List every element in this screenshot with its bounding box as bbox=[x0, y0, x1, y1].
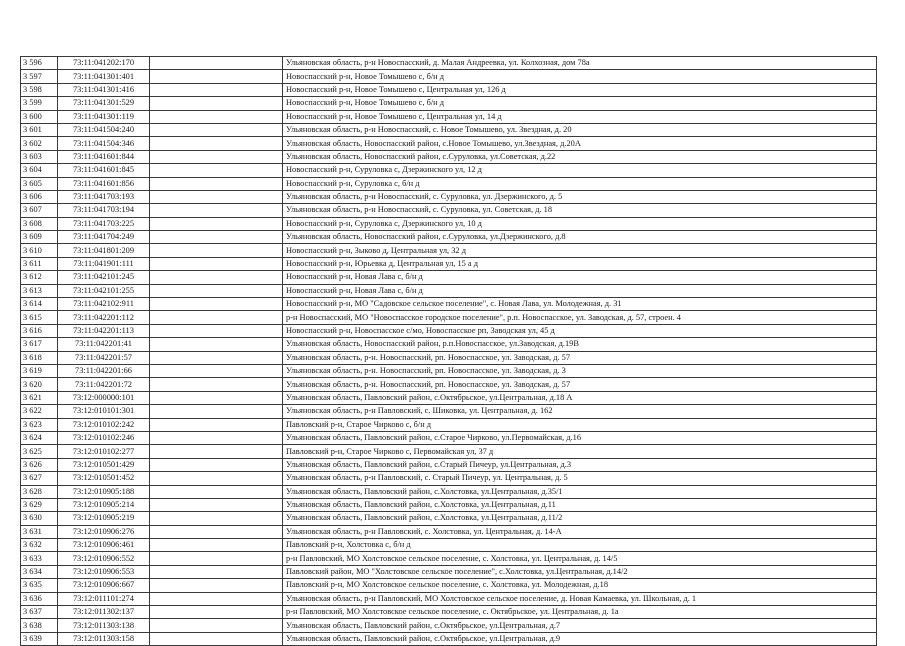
table-row bbox=[21, 217, 877, 230]
address-cell: Ульяновская область, р-н Павловский, с. Шиковка, ул. Центральная, д. 162 bbox=[283, 405, 877, 418]
address-cell: Новоспасский р-н, Юрьевка д, Центральная ул, 15 а д bbox=[283, 257, 877, 270]
cadastral-number-cell: 73:11:042102:911 bbox=[58, 298, 150, 311]
row-number-cell: 3 608 bbox=[21, 217, 58, 230]
row-number-cell: 3 613 bbox=[21, 284, 58, 297]
table-row bbox=[21, 445, 877, 458]
cadastral-number-cell: 73:12:011303:158 bbox=[58, 632, 150, 645]
row-number-cell: 3 625 bbox=[21, 445, 58, 458]
address-cell: Ульяновская область, р-н Новоспасский, д. Малая Андреевка, ул. Колхозная, дом 78а bbox=[283, 57, 877, 70]
table-row bbox=[21, 190, 877, 203]
blank-cell bbox=[150, 83, 283, 96]
address-cell: Ульяновская область, Павловский район, с.Старый Пичеур, ул.Центральная, д.3 bbox=[283, 458, 877, 471]
cadastral-number-cell: 73:11:042201:57 bbox=[58, 351, 150, 364]
table-row bbox=[21, 257, 877, 270]
address-cell: Ульяновская область, р-н Павловский, с. Старый Пичеур, ул. Центральная, д. 5 bbox=[283, 472, 877, 485]
cadastral-number-cell: 73:12:010102:277 bbox=[58, 445, 150, 458]
table-row bbox=[21, 485, 877, 498]
blank-cell bbox=[150, 472, 283, 485]
row-number-cell: 3 634 bbox=[21, 565, 58, 578]
row-number-cell: 3 617 bbox=[21, 338, 58, 351]
blank-cell bbox=[150, 204, 283, 217]
cadastral-number-cell: 73:12:011303:138 bbox=[58, 619, 150, 632]
cadastral-number-cell: 73:11:041504:240 bbox=[58, 123, 150, 136]
row-number-cell: 3 623 bbox=[21, 418, 58, 431]
cadastral-number-cell: 73:11:041703:193 bbox=[58, 190, 150, 203]
cadastral-number-cell: 73:12:011101:274 bbox=[58, 592, 150, 605]
table-row bbox=[21, 592, 877, 605]
table-row bbox=[21, 271, 877, 284]
address-cell: Ульяновская область, р-н Павловский, с. Холстовка, ул. Центральная, д. 14-А bbox=[283, 525, 877, 538]
address-cell: Ульяновская область, Павловский район, с.Октябрьское, ул.Центральная, д.9 bbox=[283, 632, 877, 645]
table-row bbox=[21, 83, 877, 96]
blank-cell bbox=[150, 231, 283, 244]
table-row bbox=[21, 431, 877, 444]
address-cell: Новоспасский р-н, Суруловка с, Дзержинского ул, 12 д bbox=[283, 164, 877, 177]
table-row bbox=[21, 472, 877, 485]
cadastral-number-cell: 73:12:010906:552 bbox=[58, 552, 150, 565]
row-number-cell: 3 606 bbox=[21, 190, 58, 203]
cadastral-number-cell: 73:11:042101:255 bbox=[58, 284, 150, 297]
address-cell: Новоспасский р-н, Новоспасское с/мо, Новоспасское рп, Заводская ул, 45 д bbox=[283, 324, 877, 337]
blank-cell bbox=[150, 378, 283, 391]
blank-cell bbox=[150, 364, 283, 377]
address-cell: Ульяновская область, Павловский район, с.Холстовка, ул.Центральная, д.11/2 bbox=[283, 512, 877, 525]
cadastral-number-cell: 73:11:041301:529 bbox=[58, 97, 150, 110]
address-cell: Павловский р-н, Старое Чирково с, б/н д bbox=[283, 418, 877, 431]
row-number-cell: 3 610 bbox=[21, 244, 58, 257]
cadastral-number-cell: 73:11:042201:112 bbox=[58, 311, 150, 324]
blank-cell bbox=[150, 338, 283, 351]
cadastral-number-cell: 73:12:010102:242 bbox=[58, 418, 150, 431]
cadastral-number-cell: 73:12:010906:276 bbox=[58, 525, 150, 538]
address-cell: Ульяновская область, р-н. Новоспасский, рп. Новоспасское, ул. Заводская, д. 57 bbox=[283, 351, 877, 364]
row-number-cell: 3 603 bbox=[21, 150, 58, 163]
table-row bbox=[21, 70, 877, 83]
table-row bbox=[21, 458, 877, 471]
row-number-cell: 3 631 bbox=[21, 525, 58, 538]
table-row bbox=[21, 579, 877, 592]
address-cell: Новоспасский р-н, МО "Садовское сельское поселение", с. Новая Лава, ул. Молодежная, д. 31 bbox=[283, 298, 877, 311]
table-row bbox=[21, 123, 877, 136]
row-number-cell: 3 602 bbox=[21, 137, 58, 150]
blank-cell bbox=[150, 177, 283, 190]
blank-cell bbox=[150, 565, 283, 578]
cadastral-number-cell: 73:11:041703:194 bbox=[58, 204, 150, 217]
blank-cell bbox=[150, 190, 283, 203]
address-cell: Ульяновская область, Павловский район, с.Холстовка, ул.Центральная, д.35/1 bbox=[283, 485, 877, 498]
table-row bbox=[21, 565, 877, 578]
row-number-cell: 3 632 bbox=[21, 539, 58, 552]
row-number-cell: 3 605 bbox=[21, 177, 58, 190]
table-row bbox=[21, 391, 877, 404]
table-row bbox=[21, 97, 877, 110]
address-cell: Новоспасский р-н, Новое Томышево с, Центральная ул, 14 д bbox=[283, 110, 877, 123]
table-row bbox=[21, 525, 877, 538]
row-number-cell: 3 639 bbox=[21, 632, 58, 645]
row-number-cell: 3 628 bbox=[21, 485, 58, 498]
address-cell: Новоспасский р-н, Новая Лава с, б/н д bbox=[283, 271, 877, 284]
blank-cell bbox=[150, 445, 283, 458]
table-row bbox=[21, 110, 877, 123]
cadastral-number-cell: 73:12:010905:188 bbox=[58, 485, 150, 498]
cadastral-number-cell: 73:11:042201:41 bbox=[58, 338, 150, 351]
row-number-cell: 3 599 bbox=[21, 97, 58, 110]
address-cell: Ульяновская область, р-н Новоспасский, с. Суруловка, ул. Советская, д. 18 bbox=[283, 204, 877, 217]
address-cell: Новоспасский р-н, Новая Лава с, б/н д bbox=[283, 284, 877, 297]
blank-cell bbox=[150, 110, 283, 123]
blank-cell bbox=[150, 123, 283, 136]
address-cell: Ульяновская область, р-н. Новоспасский, рп. Новоспасское, ул. Заводская, д. 3 bbox=[283, 364, 877, 377]
cadastral-number-cell: 73:11:041301:401 bbox=[58, 70, 150, 83]
table-row bbox=[21, 632, 877, 645]
row-number-cell: 3 633 bbox=[21, 552, 58, 565]
blank-cell bbox=[150, 458, 283, 471]
blank-cell bbox=[150, 351, 283, 364]
cadastral-number-cell: 73:12:010906:461 bbox=[58, 539, 150, 552]
row-number-cell: 3 607 bbox=[21, 204, 58, 217]
blank-cell bbox=[150, 485, 283, 498]
blank-cell bbox=[150, 324, 283, 337]
address-cell: Павловский район, МО "Холстовское сельское поселение", с.Холстовка, ул.Центральная, д.14/2 bbox=[283, 565, 877, 578]
table-row bbox=[21, 284, 877, 297]
address-cell: Ульяновская область, Павловский район, с.Октябрьское, ул.Центральная, д.18 А bbox=[283, 391, 877, 404]
blank-cell bbox=[150, 97, 283, 110]
address-cell: Павловский р-н, Старое Чирково с, Первомайская ул, 37 д bbox=[283, 445, 877, 458]
cadastral-number-cell: 73:11:041801:209 bbox=[58, 244, 150, 257]
cadastral-number-cell: 73:11:041601:845 bbox=[58, 164, 150, 177]
row-number-cell: 3 637 bbox=[21, 606, 58, 619]
cadastral-number-cell: 73:12:010905:214 bbox=[58, 498, 150, 511]
row-number-cell: 3 598 bbox=[21, 83, 58, 96]
blank-cell bbox=[150, 512, 283, 525]
row-number-cell: 3 626 bbox=[21, 458, 58, 471]
blank-cell bbox=[150, 284, 283, 297]
row-number-cell: 3 616 bbox=[21, 324, 58, 337]
cadastral-number-cell: 73:12:011302:137 bbox=[58, 606, 150, 619]
blank-cell bbox=[150, 150, 283, 163]
table-row bbox=[21, 244, 877, 257]
cadastral-number-cell: 73:12:010905:219 bbox=[58, 512, 150, 525]
table-body bbox=[21, 57, 877, 646]
row-number-cell: 3 611 bbox=[21, 257, 58, 270]
cadastral-number-cell: 73:12:010501:452 bbox=[58, 472, 150, 485]
row-number-cell: 3 624 bbox=[21, 431, 58, 444]
table-row bbox=[21, 150, 877, 163]
row-number-cell: 3 614 bbox=[21, 298, 58, 311]
address-cell: Ульяновская область, р-н Новоспасский, с. Суруловка, ул. Дзержинского, д. 5 bbox=[283, 190, 877, 203]
row-number-cell: 3 615 bbox=[21, 311, 58, 324]
cadastral-number-cell: 73:11:041202:170 bbox=[58, 57, 150, 70]
table-row bbox=[21, 539, 877, 552]
address-cell: р-н Новоспасский, МО "Новоспасское городское поселение", р.п. Новоспасское, ул. Заводская, д. 57, строен. 4 bbox=[283, 311, 877, 324]
cadastral-number-cell: 73:12:010906:667 bbox=[58, 579, 150, 592]
row-number-cell: 3 627 bbox=[21, 472, 58, 485]
cadastral-number-cell: 73:11:042101:245 bbox=[58, 271, 150, 284]
table-row bbox=[21, 311, 877, 324]
row-number-cell: 3 638 bbox=[21, 619, 58, 632]
blank-cell bbox=[150, 57, 283, 70]
address-cell: Ульяновская область, р-н. Новоспасский, рп. Новоспасское, ул. Заводская, д. 57 bbox=[283, 378, 877, 391]
table-row bbox=[21, 338, 877, 351]
address-cell: Ульяновская область, Павловский район, с.Октябрьское, ул.Центральная, д.7 bbox=[283, 619, 877, 632]
address-cell: р-н Павловский, МО Холстовское сельское поселение, с. Холстовка, ул. Центральная, д. 14/5 bbox=[283, 552, 877, 565]
cadastral-number-cell: 73:11:041301:119 bbox=[58, 110, 150, 123]
table-row bbox=[21, 606, 877, 619]
table-row bbox=[21, 204, 877, 217]
address-cell: Новоспасский р-н, Новое Томышево с, б/н д bbox=[283, 97, 877, 110]
cadastral-number-cell: 73:11:042201:66 bbox=[58, 364, 150, 377]
blank-cell bbox=[150, 592, 283, 605]
table-row bbox=[21, 137, 877, 150]
table-row bbox=[21, 364, 877, 377]
address-cell: Ульяновская область, р-н Новоспасский, с. Новое Томышево, ул. Звездная, д. 20 bbox=[283, 123, 877, 136]
row-number-cell: 3 597 bbox=[21, 70, 58, 83]
address-cell: Ульяновская область, Новоспасский район, с.Новое Томышево, ул.Звездная, д.20А bbox=[283, 137, 877, 150]
table-row bbox=[21, 378, 877, 391]
blank-cell bbox=[150, 525, 283, 538]
cadastral-number-cell: 73:11:041901:111 bbox=[58, 257, 150, 270]
row-number-cell: 3 609 bbox=[21, 231, 58, 244]
table-row bbox=[21, 164, 877, 177]
blank-cell bbox=[150, 632, 283, 645]
row-number-cell: 3 619 bbox=[21, 364, 58, 377]
cadastral-number-cell: 73:12:010906:553 bbox=[58, 565, 150, 578]
row-number-cell: 3 636 bbox=[21, 592, 58, 605]
table-row bbox=[21, 405, 877, 418]
property-register-table bbox=[20, 56, 877, 646]
address-cell: Павловский р-н, Холстовка с, б/н д bbox=[283, 539, 877, 552]
cadastral-number-cell: 73:11:042201:113 bbox=[58, 324, 150, 337]
address-cell: Новоспасский р-н, Суруловка с, Дзержинского ул, 10 д bbox=[283, 217, 877, 230]
cadastral-number-cell: 73:12:010102:246 bbox=[58, 431, 150, 444]
cadastral-number-cell: 73:12:010101:301 bbox=[58, 405, 150, 418]
table-row bbox=[21, 351, 877, 364]
table-row bbox=[21, 324, 877, 337]
address-cell: Новоспасский р-н, Суруловка с, б/н д bbox=[283, 177, 877, 190]
table-row bbox=[21, 552, 877, 565]
row-number-cell: 3 630 bbox=[21, 512, 58, 525]
table-row bbox=[21, 498, 877, 511]
row-number-cell: 3 621 bbox=[21, 391, 58, 404]
blank-cell bbox=[150, 298, 283, 311]
blank-cell bbox=[150, 539, 283, 552]
row-number-cell: 3 618 bbox=[21, 351, 58, 364]
row-number-cell: 3 604 bbox=[21, 164, 58, 177]
row-number-cell: 3 629 bbox=[21, 498, 58, 511]
table-row bbox=[21, 418, 877, 431]
blank-cell bbox=[150, 217, 283, 230]
cadastral-number-cell: 73:11:041601:856 bbox=[58, 177, 150, 190]
cadastral-number-cell: 73:11:041704:249 bbox=[58, 231, 150, 244]
row-number-cell: 3 601 bbox=[21, 123, 58, 136]
cadastral-number-cell: 73:11:041301:416 bbox=[58, 83, 150, 96]
blank-cell bbox=[150, 619, 283, 632]
table-row bbox=[21, 177, 877, 190]
row-number-cell: 3 622 bbox=[21, 405, 58, 418]
table-row bbox=[21, 231, 877, 244]
blank-cell bbox=[150, 271, 283, 284]
table-row bbox=[21, 619, 877, 632]
blank-cell bbox=[150, 606, 283, 619]
cadastral-number-cell: 73:11:041601:844 bbox=[58, 150, 150, 163]
blank-cell bbox=[150, 418, 283, 431]
row-number-cell: 3 635 bbox=[21, 579, 58, 592]
row-number-cell: 3 596 bbox=[21, 57, 58, 70]
address-cell: Ульяновская область, Новоспасский район, с.Суруловка, ул.Советская, д.22 bbox=[283, 150, 877, 163]
cadastral-number-cell: 73:12:000000:101 bbox=[58, 391, 150, 404]
blank-cell bbox=[150, 498, 283, 511]
cadastral-number-cell: 73:11:042201:72 bbox=[58, 378, 150, 391]
row-number-cell: 3 600 bbox=[21, 110, 58, 123]
address-cell: р-н Павловский, МО Холстовское сельское поселение, с. Октябрьское, ул. Центральная, д. 1а bbox=[283, 606, 877, 619]
blank-cell bbox=[150, 70, 283, 83]
address-cell: Павловский р-н, МО Холстовское сельское поселение, с. Холстовка, ул. Молодежная, д.18 bbox=[283, 579, 877, 592]
blank-cell bbox=[150, 311, 283, 324]
blank-cell bbox=[150, 552, 283, 565]
blank-cell bbox=[150, 244, 283, 257]
table-row bbox=[21, 512, 877, 525]
address-cell: Ульяновская область, Павловский район, с.Холстовка, ул.Центральная, д.11 bbox=[283, 498, 877, 511]
cadastral-number-cell: 73:12:010501:429 bbox=[58, 458, 150, 471]
blank-cell bbox=[150, 257, 283, 270]
cadastral-number-cell: 73:11:041703:225 bbox=[58, 217, 150, 230]
row-number-cell: 3 620 bbox=[21, 378, 58, 391]
table-row bbox=[21, 298, 877, 311]
blank-cell bbox=[150, 405, 283, 418]
address-cell: Ульяновская область, Новоспасский район, с.Суруловка, ул.Дзержинского, д.8 bbox=[283, 231, 877, 244]
blank-cell bbox=[150, 391, 283, 404]
blank-cell bbox=[150, 137, 283, 150]
address-cell: Ульяновская область, Павловский район, с.Старое Чирково, ул.Первомайская, д.16 bbox=[283, 431, 877, 444]
row-number-cell: 3 612 bbox=[21, 271, 58, 284]
address-cell: Ульяновская область, Новоспасский район, р.п.Новоспасское, ул.Заводская, д.19В bbox=[283, 338, 877, 351]
address-cell: Новоспасский р-н, Зыково д, Центральная ул, 32 д bbox=[283, 244, 877, 257]
cadastral-number-cell: 73:11:041504:346 bbox=[58, 137, 150, 150]
address-cell: Новоспасский р-н, Новое Томышево с, б/н д bbox=[283, 70, 877, 83]
address-cell: Новоспасский р-н, Новое Томышево с, Центральная ул, 126 д bbox=[283, 83, 877, 96]
table-row bbox=[21, 57, 877, 70]
blank-cell bbox=[150, 431, 283, 444]
address-cell: Ульяновская область, р-н Павловский, МО Холстовское сельское поселение, д. Новая Камаевка, ул. Школьная, д. 1 bbox=[283, 592, 877, 605]
blank-cell bbox=[150, 579, 283, 592]
blank-cell bbox=[150, 164, 283, 177]
